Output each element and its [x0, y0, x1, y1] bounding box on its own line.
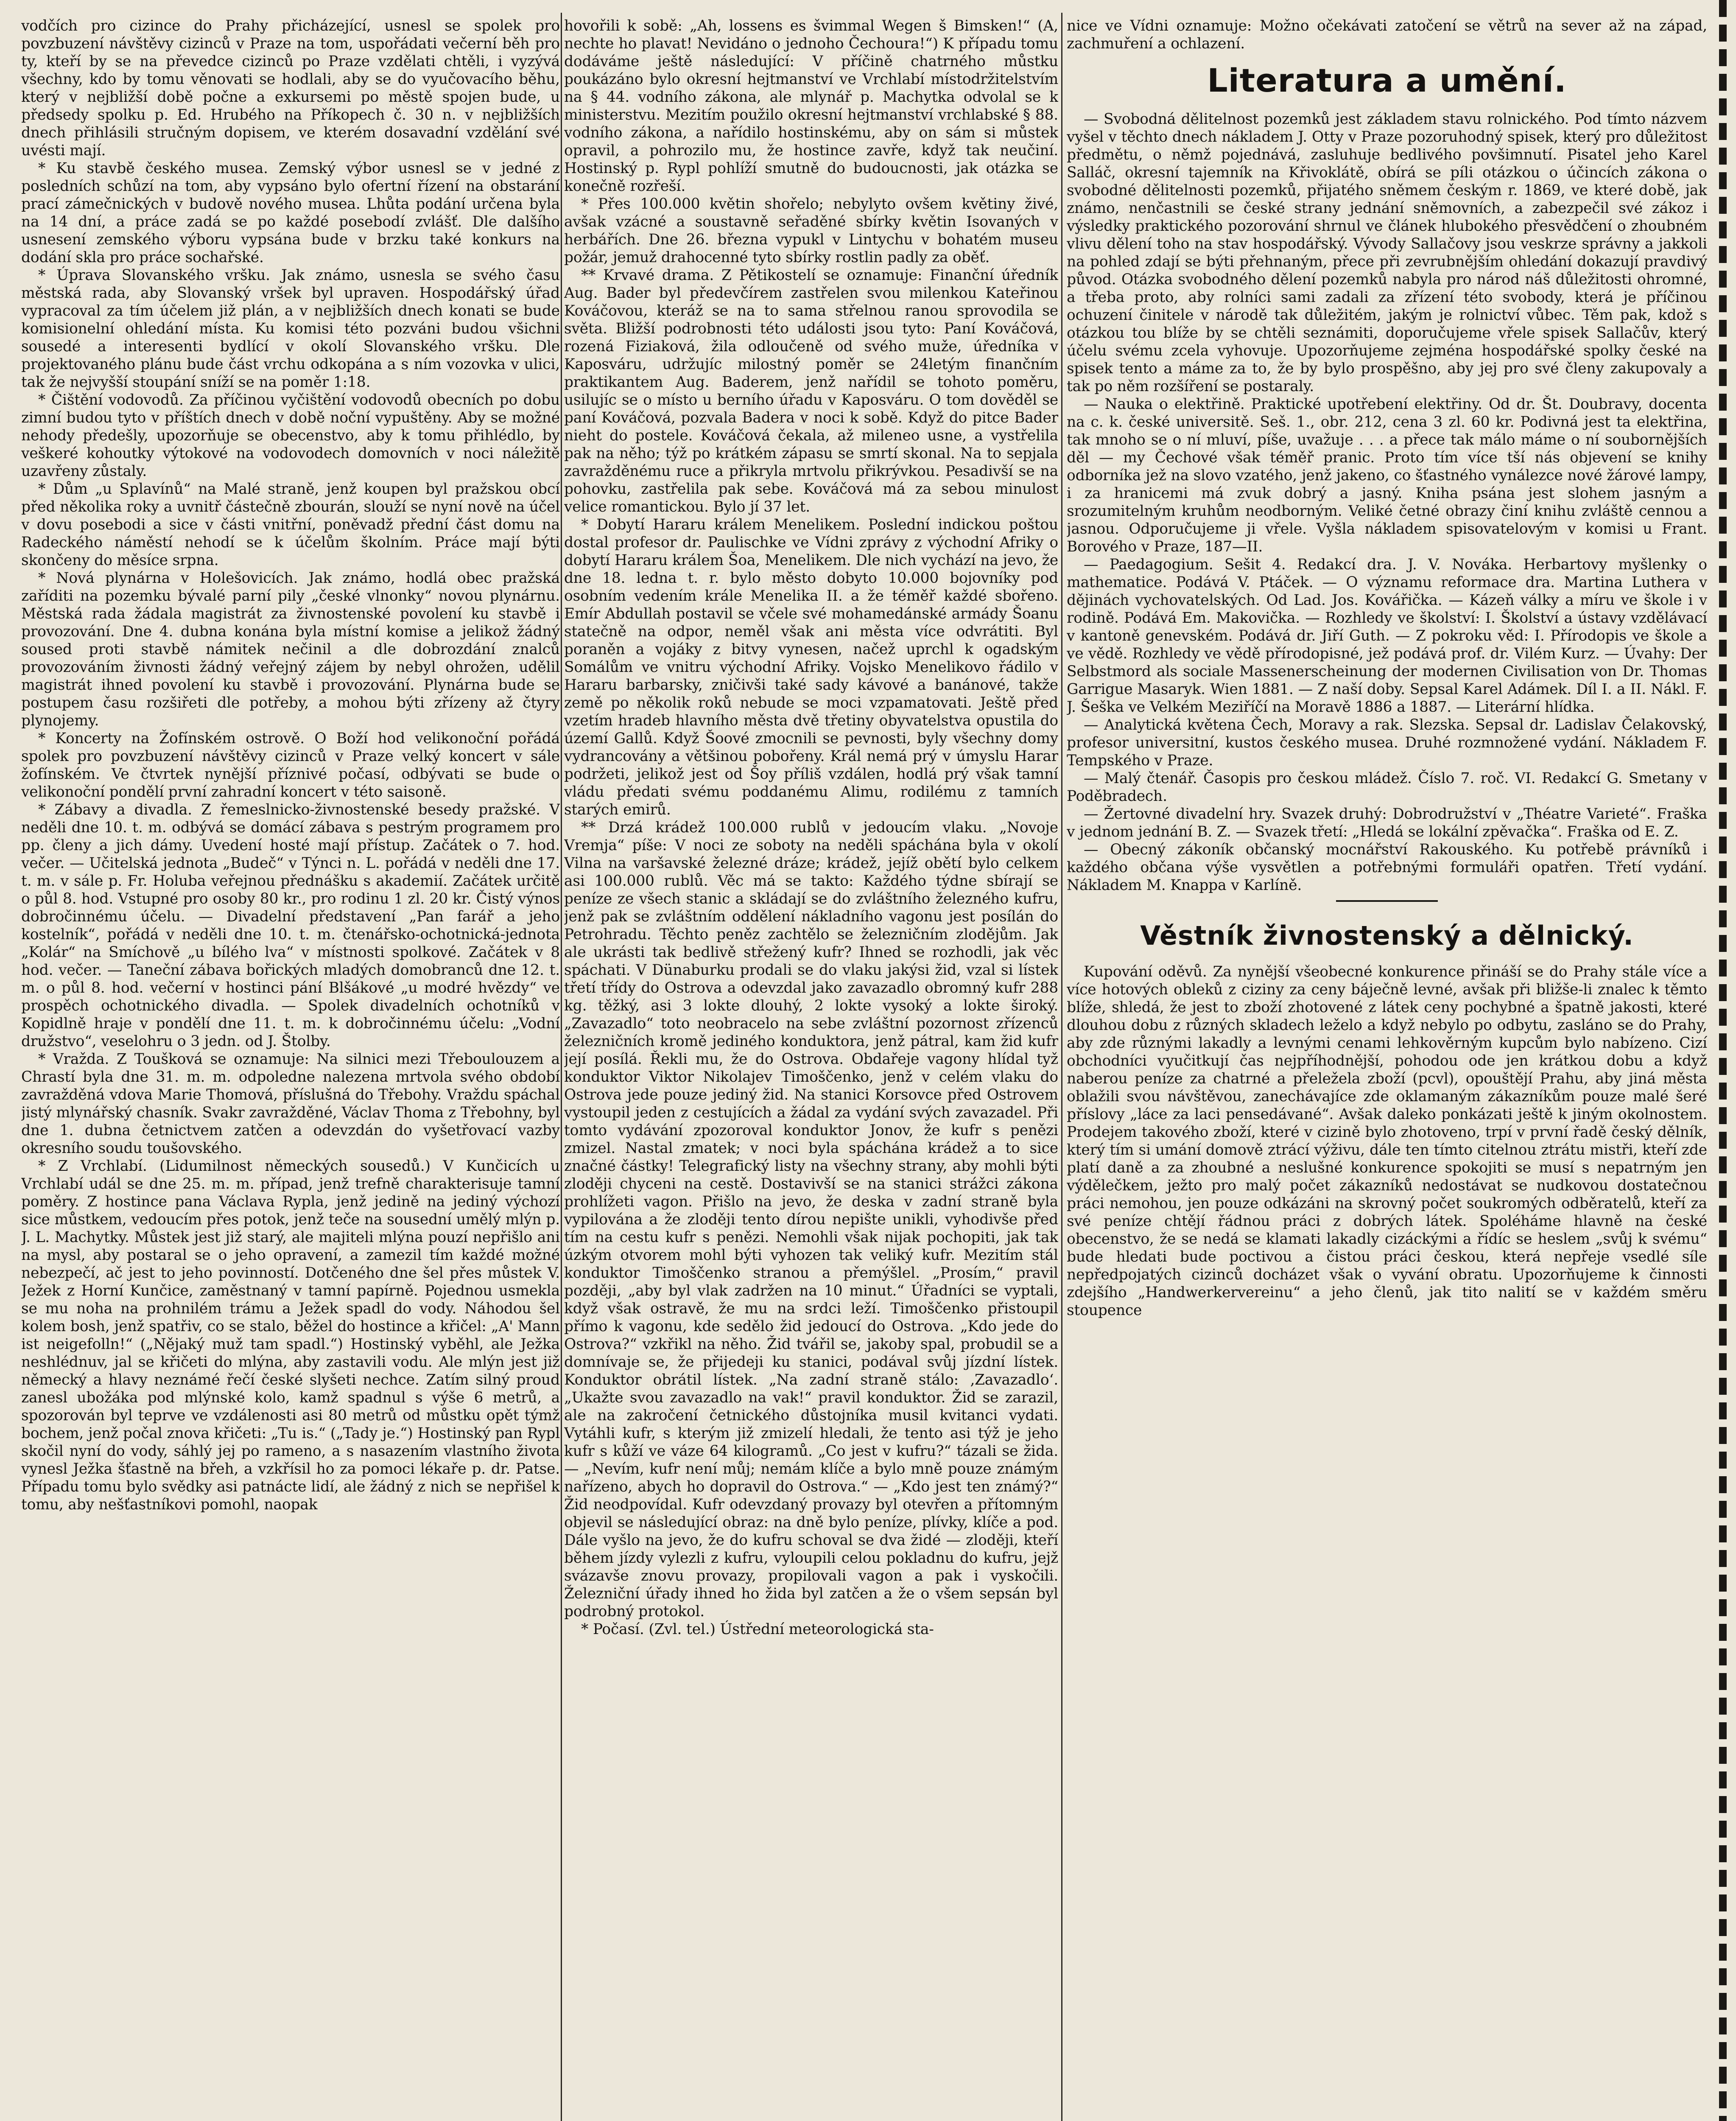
column-middle — [564, 17, 1058, 2121]
trade-bulletin-section — [1067, 963, 1707, 1319]
literature-section — [1067, 110, 1707, 894]
article-paragraph: — Analytická květena Čech, Moravy a rak. Slezska. Sepsal dr. Ladislav Čelakovský, profesor universitní, kustos českého musea. Druhé rozmnožené vydání. Nákladem F. Tempského v Praze. — [1067, 716, 1707, 769]
article-paragraph: hovořili k sobě: „Ah, lossens es švimmal Wegen š Bimsken!“ (A, nechte ho plavat! Nevidáno o jednoho Čechoura!“) K případu tomu dodáváme ještě následující: V příčině chatrného můstku poukázáno bylo okresní hejtmanství ve Vrchlabí místodržitelstvím na § 44. vodního zákona, ale mlynář p. Machytka odvolal se k ministerstvu. Mezitím použilo okresní hejtmanství vrchlabské § 88. vodního zákona, a nařídilo hostinskému, aby on sám si můstek opravil, a pohrozilo mu, že hostince zavře, když tak neučiní. Hostinský p. Rypl pohlíží smutně do budoucnosti, jak otázka se konečně rozřeší. — [564, 17, 1058, 195]
article-paragraph: — Paedagogium. Sešit 4. Redakcí dra. J. V. Nováka. Herbartovy myšlenky o mathematice. Podává V. Ptáček. — O významu reformace dra. Martina Luthera v dějinách vychovatelských. Od Lad. Jos. Kovářička. — Kázeň války a míru ve škole i v rodině. Podává Em. Makovička. — Rozhledy ve školství: I. Školství a ústavy vzdělávací v kantoně genevském. Podává dr. Jiří Guth. — Z pokroku věd: I. Přírodopis ve škole a ve vědě. Rozhledy ve vědě přírodopisné, jež podává prof. dr. Vilém Kurz. — Úvahy: Der Selbstmord als sociale Massenerscheinung der modernen Civilisation von Dr. Thomas Garrigue Masaryk. Wien 1881. — Z naší doby. Sepsal Karel Adámek. Díl I. a II. Nákl. F. J. Šeška ve Velkém Meziříčí na Moravě 1886 a 1887. — Literární hlídka. — [1067, 556, 1707, 716]
weather-continuation: nice ve Vídni oznamuje: Možno očekávati zatočení se větrů na sever až na západ, zachmuření a ochlazení. — [1067, 17, 1707, 52]
article-paragraph: — Obecný zákoník občanský mocnářství Rakouského. Ku potřebě právníků i každého občana výše vysvětlen a potřebnými formuláři opatřen. Třetí vydání. Nákladem M. Knappa v Karlíně. — [1067, 841, 1707, 894]
column-rule — [561, 13, 562, 2121]
column-left — [21, 17, 560, 2121]
article-paragraph: * Čištění vodovodů. Za příčinou vyčištění vodovodů obecních po dobu zimní budou tyto v příštích dnech v době noční vypuštěny. Aby se možné nehody předešly, upozorňuje se obecenstvo, aby k tomu přihlédlo, by veškeré kohoutky výtokové na vodovodech domovních v noci náležitě uzavřeny zůstaly. — [21, 392, 560, 480]
article-paragraph: — Žertovné divadelní hry. Svazek druhý: Dobrodružství v „Théatre Varieté“. Fraška v jednom jednání B. Z. — Svazek třetí: „Hledá se lokální zpěvačka“. Fraška od E. Z. — [1067, 806, 1707, 840]
article-paragraph: * Ku stavbě českého musea. Zemský výbor usnesl se v jedné z posledních schůzí na tom, aby vypsáno bylo ofertní řízení na obstarání prací zámečnických v budově nového musea. Lhůta podání určena byla na 14 dní, a práce zadá se po každé posebodí zvlášť. Dle dalšího usnesení zemského výboru vypsána bude v brzku také konkurs na dodání skla pro práce sochařské. — [21, 160, 560, 266]
section-divider — [1336, 900, 1438, 902]
page-edge-perforation — [1719, 0, 1727, 2121]
article-paragraph: — Nauka o elektřině. Praktické upotřebení elektřiny. Od dr. Št. Doubravy, docenta na c. k. české universitě. Seš. 1., obr. 212, cena 3 zl. 60 kr. Podivná jest ta elektřina, tak mnoho se o ní mluví, píše, uvažuje . . . a přece tak málo máme o ní soubornějších děl — my Čechové však téměř pranic. Proto tím více tší nás objevení se knihy odborníka jež na slovo vzatého, jenž jakeno, co šťastného vynálezce nové žárové lampy, i za hranicemi má zvuk dobrý a jasný. Kniha psána jest slohem jasným a srozumitelným kruhům neodborným. Veliké četné obrazy činí knihu zvláště cennou a jasnou. Odporučujeme ji vřele. Vyšla nákladem spisovatelovým v komisi u Frant. Borového v Praze, 187—II. — [1067, 396, 1707, 555]
article-paragraph: * Dům „u Splavínů“ na Malé straně, jenž koupen byl pražskou obcí před několika roky a uvnitř částečně zbourán, slouží se nyní nově na účel v dovu posebodi a sice v části vnitřní, poněvadž přední část domu na Radeckého náměstí nehodí se k účelům školním. Práce mají býti skončeny do měsíce srpna. — [21, 481, 560, 569]
article-paragraph: ** Krvavé drama. Z Pětikostelí se oznamuje: Finanční úředník Aug. Bader byl předevčírem zastřelen svou milenkou Kateřinou Kováčovou, kteráž se na to sama střelnou ranou sprovodila se světa. Bližší podrobnosti této události jsou tyto: Paní Kováčová, rozená Fiziaková, žila odloučeně od svého muže, úředníka v Kaposváru, udržujíc milostný poměr se 24letým finančním praktikantem Aug. Baderem, jenž nařídil se tohoto poměru, usilujíc se o místo u berního úřadu v Kaposváru. O tom dověděl se paní Kováčová, pozvala Badera v noci k sobě. Když do pitce Bader nieht do postele. Kováčová čekala, až mileneo usne, a vystřelila pak na něho; týž po krátkém zápasu se smrtí skonal. Na to sepjala zavražděnému ruce a přikryla mrtvolu přikrývkou. Pesadivší se na pohovku, zastřelila pak sebe. Kováčová má za sebou minulost velice romantickou. Bylo jí 37 let. — [564, 267, 1058, 515]
article-paragraph: — Svobodná dělitelnost pozemků jest základem stavu rolnického. Pod tímto názvem vyšel v těchto dnech nákladem J. Otty v Praze pozoruhodný spisek, který pro důležitost předmětu, o němž pojednává, zasluhuje bedlivého povšimnutí. Pisatel jeho Karel Salláč, okresní tajemník na Křivoklátě, obírá se píli otázkou o účincích zákona o svobodné dělitelnosti pozemků, přijatého sněmem českým r. 1869, ve které době, jak známo, nenčastnili se české strany jednání sněmovních, a zabezpečil své zákoz i výsledky praktického pozorování shrnul ve článek hlubokého přesvědčení o zhoubném vlivu dělení toho na stav hospodářský. Vývody Sallačovy jsou veskrze správny a jakkoli na pohled zdají se býti přehnaným, přece při zevrubnějším ohledání dokazují pravdivý původ. Otázka svobodného dělení pozemků nabyla pro národ náš důležitosti ohromné, a třeba proto, aby rolníci sami zadali za zřízení této svobody, která je příčinou ochuzení činitele v národě tak důležitém, jakým je rolnictví vůbec. Těm pak, kdož s otázkou tou blíže by se chtěli seznámiti, doporučujeme vřele spisek Sallačův, který účelu svému zcela vyhovuje. Upozorňujeme zejména hospodářské spolky české na spisek tento a máme za to, že by bylo prospěšno, aby jej pro své členy zakupovaly a tak po něm rozšíření se postaraly. — [1067, 111, 1707, 395]
article-paragraph: vodčích pro cizince do Prahy přicházející, usnesl se spolek pro povzbuzení návštěvy cizinců v Praze na tom, uspořádati večerní běh pro ty, kteří by se na převedce cizinců po Praze vzdělati chtěli, i vyzývá všechny, kdo by tomu věnovati se hodlali, aby se do vyučovacího běhu, který v nejbližší době počne a exkursemi po městě spojen bude, u předsedy spolku p. Ed. Hrubého na Příkopech č. 30 n. v nejbližších dnech přihlásili stručným dopisem, ve kterém dosavadní vzdělání své uvésti mají. — [21, 17, 560, 159]
column-right — [1067, 17, 1707, 2121]
section-heading-literature: Literatura a umění. — [1207, 62, 1567, 99]
article-paragraph: * Zábavy a divadla. Z řemeslnicko-živnostenské besedy pražské. V neděli dne 10. t. m. odbývá se domácí zábava s pestrým programem pro pp. členy a jich dámy. Uvedení hosté mají přístup. Začátek o 7. hod. večer. — Učitelská jednota „Budeč“ v Týnci n. L. pořádá v neděli dne 17. t. m. v sále p. Fr. Holuba veřejnou přednášku s akademií. Začátek určitě o půl 8. hod. Vstupné pro osoby 80 kr., pro rodinu 1 zl. 20 kr. Čistý výnos dobročinnému účelu. — Divadelní představení „Pan farář a jeho kostelník“, pořádá v neděli dne 10. t. m. čtenářsko-ochotnická-jednota „Kolár“ na Smíchově „u bílého lva“ v místnosti spolkové. Začátek v 8 hod. večer. — Taneční zábava bořických mladých domobranců dne 12. t. m. o půl 8. hod. večerní v hostinci pání Blšákové „u modré hvězdy“ ve prospěch ochotnického divadla. — Spolek divadelních ochotníků v Kopidlně hraje v pondělí dne 11. t. m. k dobročinnému účelu: „Vodní družstvo“, veselohru o 3 jedn. od J. Štolby. — [21, 801, 560, 1050]
article-paragraph: * Počasí. (Zvl. tel.) Ústřední meteorologická sta- — [581, 1621, 934, 1638]
article-paragraph: * Přes 100.000 květin shořelo; nebylyto ovšem květiny živé, avšak vzácné a soustavně seřaděné sbírky květin Isovaných v herbářích. Dne 26. března vypukl v Lintychu v bohatém museu požár, jemuž drahocenné tyto sbírky rostlin padly za oběť. — [564, 196, 1058, 266]
article-paragraph: — Malý čtenář. Časopis pro českou mládež. Číslo 7. roč. VI. Redakcí G. Smetany v Poděbradech. — [1067, 770, 1707, 805]
article-paragraph: * Koncerty na Žofínském ostrově. O Boží hod velikonoční pořádá spolek pro povzbuzení návštěvy cizinců v Praze velký koncert v sále žofínském. Ve čtvrtek nynější příznivé počasí, odbývati se bude o velikonoční pondělí první zahradní koncert v této saisoně. — [21, 730, 560, 800]
article-paragraph: * Dobytí Hararu králem Menelikem. Poslední indickou poštou dostal profesor dr. Paulischke ve Vídni zprávy z východní Afriky o dobytí Hararu králem Šoa, Menelikem. Dle nich vychází na jevo, že dne 18. ledna t. r. bylo město dobyto 10.000 bojovníky pod osobním vedením krále Menelika II. a že téměř každé sbořeno. Emír Abdullah postavil se včele své mohamedánské armády Šoanu statečně na odpor, neměl však ani města více odvrátiti. Byl poraněn a vojáky z bitvy vynesen, načež uprchl k ogadským Somálům ve vnitru východní Afriky. Vojsko Menelikovo řádilo v Hararu barbarsky, zničivši také sady kávové a banánové, takže země po několik roků nebude se moci vzpamatovati. Ještě před vzetím hradeb hlavního města dvě třetiny obyvatelstva opustila do území Gallů. Když Šoové zmocnili se pevnosti, byly všechny domy vydrancovány a většinou pobořeny. Král nemá prý v úmyslu Harar podržeti, jelikož jest od Šoy příliš vzdálen, hodlá prý však tamní vládu předati svému poddanému Alimu, rodilému z tamních starých emirů. — [564, 516, 1058, 818]
section-heading-trade-bulletin: Věstník živnostenský a dělnický. — [1140, 920, 1634, 951]
article-paragraph: * Vražda. Z Toušková se oznamuje: Na silnici mezi Třeboulouzem a Chrastí byla dne 31. m. m. odpoledne nalezena mrtvola svého období zavražděná vdova Marie Thomová, příslušná do Třebohy. Vraždu spáchal jistý mlynářský chasník. Svakr zavražděné, Václav Thoma z Třebohny, byl dne 1. dubna četnictvem zatčen a odevzdán do vyšetřovací vazby okresního soudu toušovského. — [21, 1051, 560, 1157]
article-paragraph: ** Drzá krádež 100.000 rublů v jedoucím vlaku. „Novoje Vremja“ píše: V noci ze soboty na neděli spáchána byla v okolí Vilna na varšavské železné dráze; krádež, jejíž obětí bylo celkem asi 100.000 rublů. Věc má se takto: Každého týdne sbírají se peníze ze všech stanic a skládají se do zvláštního železného kufru, jenž pak se zvláštním oddělení nákladního vagonu jest posílán do Petrohradu. Těchto peněz zachtělo se železničním zlodějům. Jak ale ukrásti tak bedlivě střežený kufr? Ihned se rozhodli, jak věc spáchati. V Dünaburku prodali se do vlaku jakýsi žid, vzal si lístek třetí třídy do Ostrova a odevzdal jako zavazadlo obromný kufr 288 kg. těžký, asi 3 lokte dlouhý, 2 lokte vysoký a lokte široký. „Zavazadlo“ toto neobracelo na sebe zvláštní pozornost zřízenců železničních kromě jediného konduktora, jenž pátral, kam žid kufr její posílá. Řekli mu, že do Ostrova. Obdařeje vagony hlídal tyž konduktor Viktor Nikolajev Timoščenko, jenž v celém vlaku do Ostrova jede pouze jediný žid. Na stanici Korsovce před Ostrovem vystoupil jeden z cestujících a žádal za vydání svých zavazadel. Při tomto vydávání zpozoroval konduktor Jonov, že kufr s penězi zmizel. Nastal zmatek; v noci byla spáchána krádež a to sice značné částky! Telegrafický listy na všechny strany, aby mohli býti zloději chyceni na cestě. Dostavivší se na stanici strážci zákona prohlížeti vagon. Přišlo na jevo, že deska v zadní straně byla vypilována a že zloději tento dírou nepište unikli, vyhodivše před tím na cestu kufr s penězi. Nemohli však nijak pochopiti, jak tak úzkým otvorem mohl býti vyhozen tak veliký kufr. Mezitím stál konduktor Timoščenko stranou a přemýšlel. „Prosím,“ pravil později, „aby byl vlak zadržen na 10 minut.“ Úřadníci se vyptali, když však ostravě, že mu na srdci leží. Timoščenko přistoupil přímo k vagonu, kde sedělo žid jedoucí do Ostrova. „Kdo jede do Ostrova?“ vzkřikl na něho. Žid tvářil se, jakoby spal, probudil se a domnívaje se, že přijedeji ku stanici, podával svůj jízdní lístek. Konduktor obrátil lístek. „Na zadní straně stálo: ‚Zavazadlo‘. „Ukažte svou zavazadlo na vak!“ pravil konduktor. Žid se zarazil, ale na zakročení četnického důstojníka musil kvitanci vydati. Vytáhli kufr, s kterým již zmizelí hledali, že tento asi týž je jeho kufr s kůží ve váze 64 kilogramů. „Co jest v kufru?“ tázali se žida. — „Nevím, kufr není můj; nemám klíče a bylo mně pouze známým nařízeno, abych ho dopravil do Ostrova.“ — „Kdo jest ten známý?“ Žid neodpovídal. Kufr odevzdaný provazy byl otevřen a přítomným objevil se následující obraz: na dně bylo peníze, plívky, klíče a pod. Dále vyšlo na jevo, že do kufru schoval se dva židé — zloději, kteří během jízdy vylezli z kufru, vyloupili celou pokladnu do kufru, jejž svázavše znovu provazy, propilovali vagon a pak i vyskočili. Železniční úřady ihned ho žida byl zatčen a že o všem sepsán byl podrobný protokol. — [564, 819, 1058, 1620]
article-paragraph: * Z Vrchlabí. (Lidumilnost německých sousedů.) V Kunčicích u Vrchlabí udál se dne 25. m. m. případ, jenž trefně charakterisuje tamní poměry. Z hostince pana Václava Rypla, jenž jedině na jediný výchozí sice můstkem, vedoucím přes potok, jenž teče na sousední umělý mlýn p. J. L. Machytky. Můstek jest již starý, ale majiteli mlýna pouzí nepřišlo ani na mysl, aby postaral se o jeho opravení, a zamezil tím každé možné nebezpečí, ač jest to jeho povinností. Dotčeného dne šel přes můstek V. Ježek z Horní Kunčice, zaměstnaný v tamní papírně. Pojednou usmekla se mu noha na prohnilém trámu a Ježek spadl do vody. Náhodou šel kolem bosh, jenž spatřiv, co se stalo, běžel do hostince a křičel: „A' Mann ist neigefolln!“ („Nějaký muž tam spadl.“) Hostinský vyběhl, ale Ježka neshlédnuv, jal se křičeti do mlýna, aby zastavili vodu. Ale mlýn jest již německý a hlavy neznámé řečí české slyšeti nechce. Zatím silný proud zanesl ubožáka pod mlýnské kolo, kamž spadnul s výše 6 metrů, a spozorován byl teprve ve vzdálenosti asi 80 metrů od můstku opět týmž bochem, jenž počal znova křičeti: „Tu is.“ („Tady je.“) Hostinský pan Rypl skočil nyní do vody, sáhlý jej po rameno, a s nasazením vlastního života vynesl Ježka šťastně na břeh, a vzkřísil ho za pomoci lékaře p. dr. Patse. Případu tomu bylo svědky asi patnácte lidí, ale žádný z nich se nepřišel k tomu, aby nešťastníkovi pomohl, naopak — [21, 1158, 560, 1513]
article-paragraph: * Úprava Slovanského vršku. Jak známo, usnesla se svého času městská rada, aby Slovanský vršek byl upraven. Hospodářský úřad vypracoval za tím účelem již plán, a v nejbližších dnech konati se bude komisionelní ohledání místa. Ku komisi této pozváni budou všichni sousedé a interesenti bydlící v okolí Slovanského vršku. Dle projektovaného plánu bude část vrchu odkopána a s ním vozovka v ulici, tak že nejvyšší stoupání sníží se na poměr 1:18. — [21, 267, 560, 391]
article-paragraph: Kupování oděvů. Za nynější všeobecné konkurence přináší se do Prahy stále více a více hotových obleků z ciziny za ceny báječně levné, avšak při bližše-li znalec k těmto blíže, shledá, že jest to zboží zhotovené z látek ceny pochybné a špatně jakosti, které dlouhou dobu z různých skladech leželo a když nebylo po odbytu, zasláno se do Prahy, aby zde různými lakadly a levnými cenami lehkověrným kupcům bylo nabízeno. Cizí obchodníci vyučitkují čas nejpříhodnější, pohodou ode jen krátkou dobu a když naberou peníze za chatrné a přeležela zboží (pcvl), opouštějí Prahu, aby jiná města oblažili svou návštěvou, zanechávajíce zde oklamaným zákazníkům pouze malé šeré příslovy „láce za laci pensedávané“. Avšak daleko ponkázati ještě k jiným okolnostem. Prodejem takového zboží, které v cizině bylo zhotoveno, trpí v první řadě český dělník, který tím si umání domově ztrácí výživu, dále ten tímto citelnou ztrátu mistři, kteří zde platí daně a za zhoubné a neslušné konkurence spokojiti se musí s nepatrným jen výdělečkem, ježto pro malý počet zákazníků nedostávat se nudkovou dostatečnou práci nemohou, jen pouze odkázáni na skrovný počet soukromých odběratelů, kteří za své peníze chtějí řádnou práci z dobrých látek. Spoléháme hlavně na české obecenstvo, že se nedá se klamati lakadly cizáckými a řídíc se heslem „svůj k svému“ bude hledati bude poctivou a čistou práci českou, která nepřeje vsedlé síle nepředpojatých cizinců docházet však o vyvání obratu. Upozorňujeme k činnosti zdejšího „Handwerkervereinu“ a jeho členů, jak tito nalití se v každém směru stoupence — [1067, 963, 1707, 1319]
article-paragraph: * Nová plynárna v Holešovicích. Jak známo, hodlá obec pražská zaříditi na pozemku bývalé parní pily „české vlnonky“ novou plynárnu. Městská rada žádala magistrát za živnostenské povolení ku stavbě i provozování. Dne 4. dubna konána byla místní komise a jelikož žádný soused proti stavbě námitek nečinil a dle dobrozdání znalců provozováním živnosti žádný veřejný zájem by nebyl ohrožen, udělil magistrát ihned povolení ku stavbě i provozování. Plynárna bude se postupem času rozšiřeti dle potřeby, a mohou býti zřízeny až čtyry plynojemy. — [21, 570, 560, 729]
column-rule — [1061, 13, 1062, 2121]
